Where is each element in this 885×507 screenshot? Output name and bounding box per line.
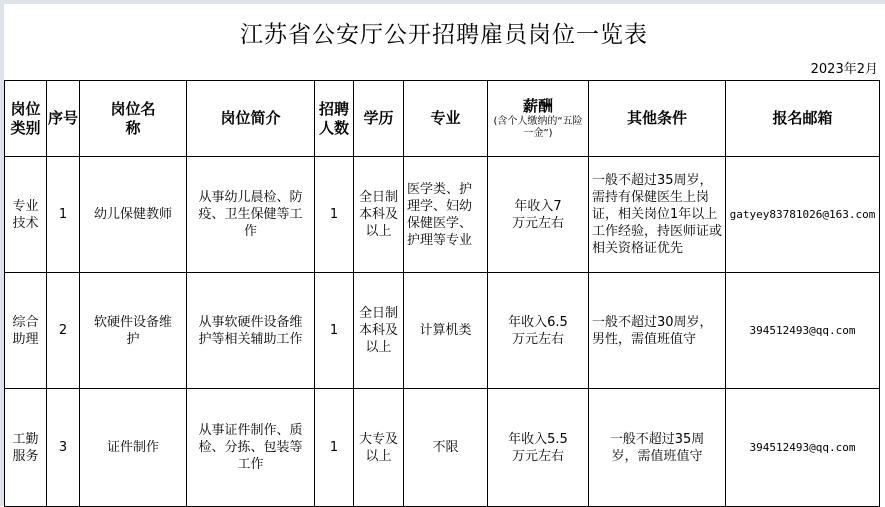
page-title: 江苏省公安厅公开招聘雇员岗位一览表 <box>240 21 648 48</box>
cell-major: 计算机类 <box>404 273 488 389</box>
header-row <box>5 81 880 157</box>
header-category: 岗位类别 <box>5 81 47 157</box>
cell-index: 2 <box>47 273 80 389</box>
cell-category: 专业技术 <box>5 157 47 273</box>
cell-headcount: 1 <box>315 157 354 273</box>
cell-other: 一般不超过30周岁，男性，需值班值守 <box>589 273 726 389</box>
cell-major: 不限 <box>404 389 488 507</box>
cell-description: 从事证件制作、质检、分拣、包装等工作 <box>187 389 315 507</box>
cell-category: 综合助理 <box>5 273 47 389</box>
cell-index: 1 <box>47 157 80 273</box>
cell-position: 幼儿保健教师 <box>80 157 187 273</box>
cell-education: 全日制本科及以上 <box>354 273 404 389</box>
cell-email: 394512493@qq.com <box>726 273 880 389</box>
cell-description: 从事幼儿晨检、防疫、卫生保健等工作 <box>187 157 315 273</box>
cell-salary: 年收入6.5万元左右 <box>488 273 589 389</box>
cell-other: 一般不超过35周岁，需持有保健医生上岗证，相关岗位1年以上工作经验，持医师证或相关资格证优先 <box>589 157 726 273</box>
cell-education: 大专及以上 <box>354 389 404 507</box>
header-description: 岗位简介 <box>187 81 315 157</box>
cell-position: 软硬件设备维护 <box>80 273 187 389</box>
cell-email: gatyey83781026@163.com <box>726 157 880 273</box>
positions-table <box>4 80 880 507</box>
cell-headcount: 1 <box>315 389 354 507</box>
cell-category: 工勤服务 <box>5 389 47 507</box>
table-row <box>5 389 880 507</box>
header-headcount: 招聘人数 <box>315 81 354 157</box>
cell-salary: 年收入7万元左右 <box>488 157 589 273</box>
cell-description: 从事软硬件设备维护等相关辅助工作 <box>187 273 315 389</box>
cell-index: 3 <box>47 389 80 507</box>
header-other: 其他条件 <box>589 81 726 157</box>
header-education: 学历 <box>354 81 404 157</box>
header-position: 岗位名称 <box>80 81 187 157</box>
date-label: 2023年2月 <box>810 62 878 77</box>
header-index: 序号 <box>47 81 80 157</box>
header-salary-label: 薪酬 <box>522 97 553 115</box>
cell-salary: 年收入5.5万元左右 <box>488 389 589 507</box>
cell-major: 医学类、护理学、妇幼保健医学、护理等专业 <box>404 157 488 273</box>
header-major: 专业 <box>404 81 488 157</box>
cell-other: 一般不超过35周岁，需值班值守 <box>589 389 726 507</box>
header-salary-note: (含个人缴纳的“五险一金”) <box>493 116 583 139</box>
table-row <box>5 273 880 389</box>
cell-headcount: 1 <box>315 273 354 389</box>
header-salary <box>488 81 589 157</box>
cell-position: 证件制作 <box>80 389 187 507</box>
table-row <box>5 157 880 273</box>
cell-email: 394512493@qq.com <box>726 389 880 507</box>
cell-education: 全日制本科及以上 <box>354 157 404 273</box>
header-email: 报名邮箱 <box>726 81 880 157</box>
